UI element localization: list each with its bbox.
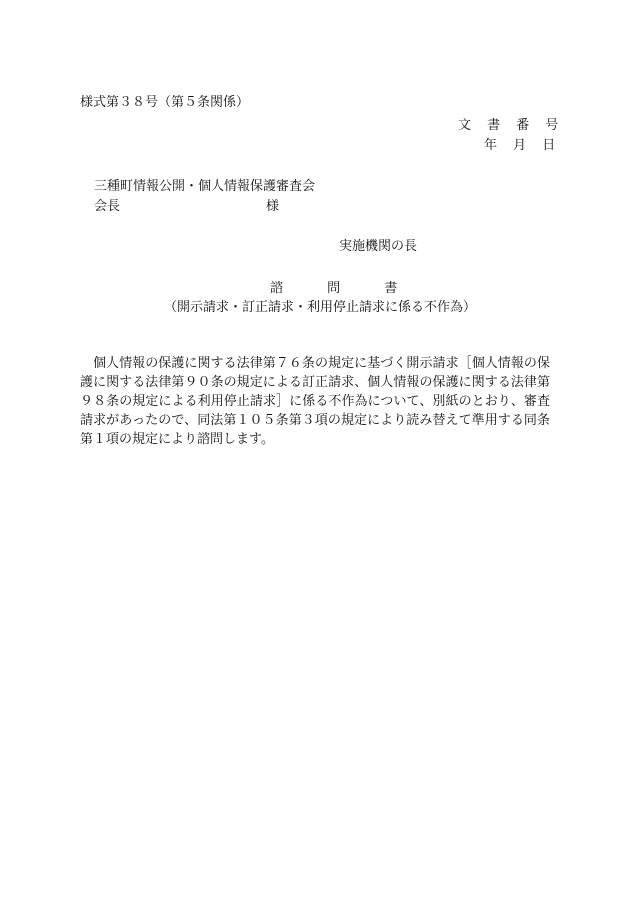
date-field: 年 月 日 [484, 138, 562, 153]
form-number: 様式第３８号（第５条関係） [80, 95, 250, 110]
document-title: 諮 問 書 [270, 281, 418, 296]
recipient-honorific: 様 [266, 199, 280, 214]
document-subtitle: （開示請求・訂正請求・利用停止請求に係る不作為） [164, 300, 477, 315]
recipient-committee: 三種町情報公開・個人情報保護審査会 [94, 179, 316, 194]
body-paragraph: 個人情報の保護に関する法律第７６条の規定に基づく開示請求［個人情報の保護に関する法律第９０条の規定による訂正請求、個人情報の保護に関する法律第９８条の規定による利用停止請求］に係る不作為について、別紙のとおり、審査請求があったので、同法第１０５条第３項の規定により読み替えて準用する同条第１項の規定により諮問します。 [80, 356, 550, 447]
sender-label: 実施機関の長 [339, 239, 418, 254]
document-number-field: 文 書 番 号 [458, 118, 565, 133]
recipient-chair: 会長 [94, 199, 121, 214]
